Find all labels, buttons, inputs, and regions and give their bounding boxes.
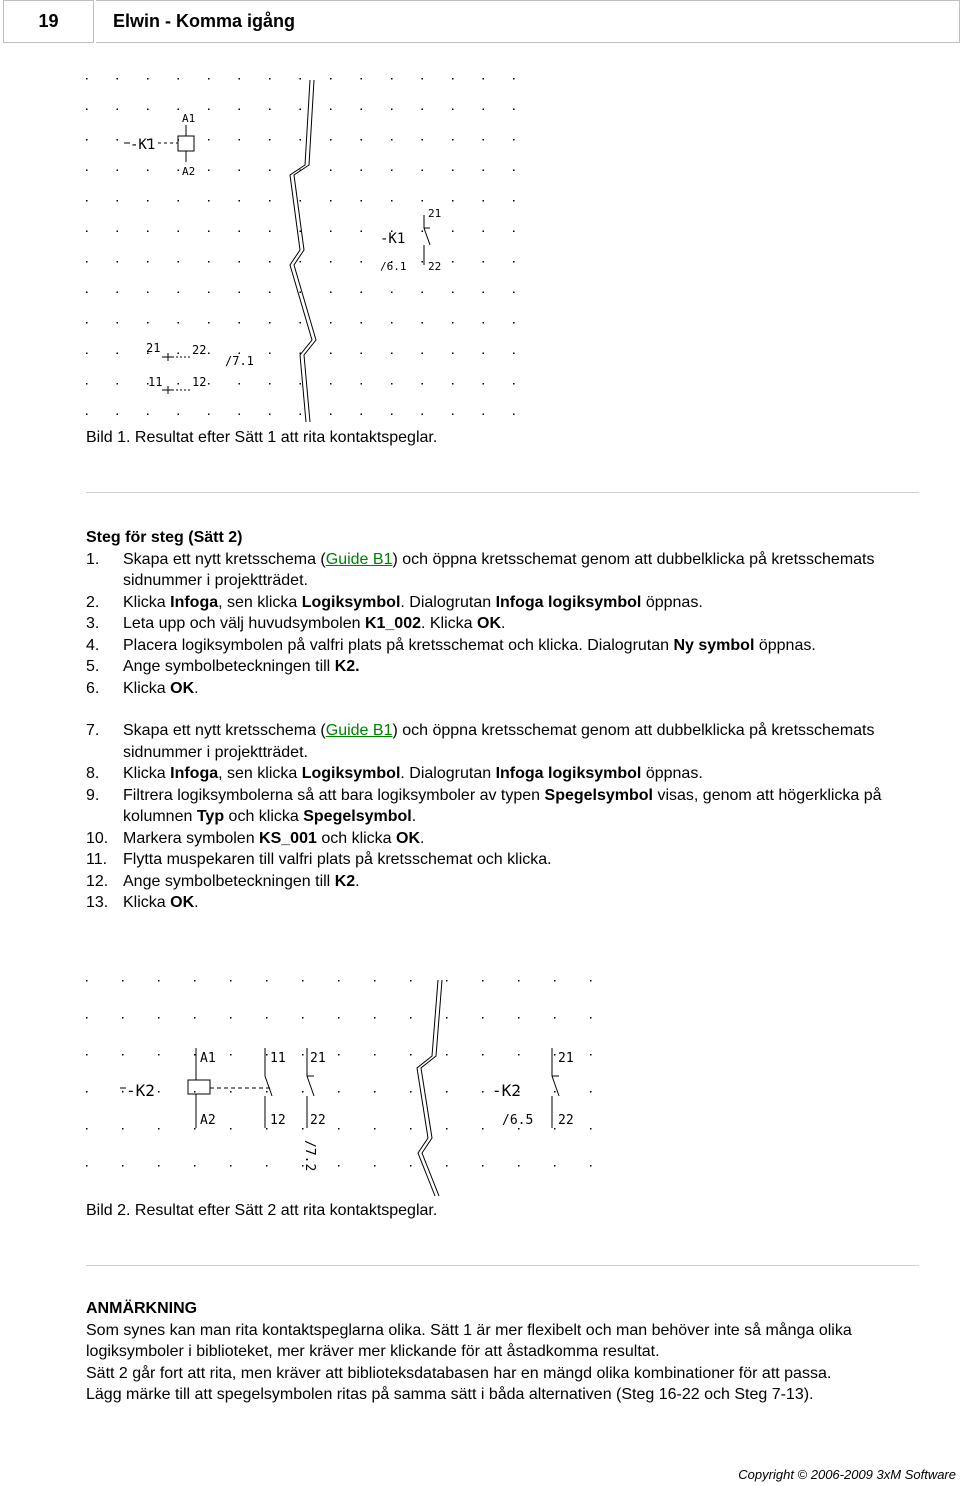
coil-a2: A2: [182, 165, 196, 178]
note-section: [86, 1298, 926, 1406]
contact-top: 21: [428, 207, 442, 220]
contact-label: -K1: [380, 231, 406, 247]
step-item: 3. Leta upp och välj huvudsymbolen K1_002. Klicka OK.: [86, 615, 506, 632]
contact-ref: /6.5: [502, 1113, 534, 1128]
coil-a2: A2: [200, 1113, 216, 1128]
coil-label: -K1: [130, 137, 156, 153]
coil-a1: A1: [182, 112, 196, 125]
coil-symbol: [188, 1080, 210, 1094]
step-item: 13. Klicka OK.: [86, 894, 199, 911]
step-item: 11. Flytta muspekaren till valfri plats på kretsschemat och klicka.: [86, 851, 552, 868]
page-number: 19: [3, 0, 94, 43]
contact-bottom: 22: [428, 260, 442, 273]
figure2-caption: Bild 2. Resultat efter Sätt 2 att rita kontaktspeglar.: [86, 1202, 438, 1219]
break-line: [294, 80, 316, 422]
break-line: [290, 80, 312, 422]
note-title: ANMÄRKNING: [86, 1300, 198, 1317]
coil-label: -K2: [126, 1081, 155, 1100]
break-line: [417, 980, 438, 1196]
step-item: 5. Ange symbolbeteckningen till K2.: [86, 658, 360, 675]
coil-symbol: [178, 136, 194, 151]
note-paragraph: Lägg märke till att spegelsymbolen ritas på samma sätt i båda alternativen (Steg 16-22 och Steg 7-13).: [86, 1386, 814, 1403]
contact-label: -K2: [492, 1081, 521, 1100]
mirror-row2-left: 11: [148, 375, 163, 389]
page-header: [0, 0, 960, 44]
mirror-row1-left: 21: [146, 341, 161, 355]
grid-dots: [86, 78, 515, 415]
contact2-top: 21: [310, 1051, 326, 1066]
step-item: 6. Klicka OK.: [86, 679, 199, 697]
mirror-row1-right: 22: [192, 343, 207, 357]
step-item: 2. Klicka Infoga, sen klicka Logiksymbol. Dialogrutan Infoga logiksymbol öppnas.: [86, 593, 703, 611]
step-item: 9. Filtrera logiksymbolerna så att bara logiksymboler av typen Spegelsymbol visas, genom att högerklicka på kolumnen Typ och klicka Spegelsymbol.: [86, 786, 882, 825]
guide-b1-link[interactable]: Guide B1: [325, 550, 393, 568]
contact-ref: /6.1: [380, 260, 407, 273]
figure2-schematic: [80, 968, 640, 1203]
step-item: 10. Markera symbolen KS_001 och klicka OK.: [86, 829, 425, 847]
contact-bottom: 22: [558, 1113, 574, 1128]
step-item: 12. Ange symbolbeteckningen till K2.: [86, 872, 360, 890]
step-item: 1. Skapa ett nytt kretsschema (Guide B1) och öppna kretsschemat genom att dubbelklicka på kretsschemats sidnummer i projektträdet.: [86, 550, 875, 589]
divider: [86, 492, 919, 493]
guide-b1-link[interactable]: Guide B1: [325, 722, 393, 739]
steps-section: [86, 527, 926, 914]
step-item: 7. Skapa ett nytt kretsschema (Guide B1) och öppna kretsschemat genom att dubbelklicka på kretsschemats sidnummer i projektträdet.: [86, 722, 875, 761]
contact1-top: 11: [270, 1051, 286, 1066]
note-paragraph: Sätt 2 går fort att rita, men kräver att biblioteksdatabasen har en mängd olika kombinationer för att passa.: [86, 1364, 832, 1382]
steps-title: Steg för steg (Sätt 2): [86, 529, 243, 546]
mirror-ref: /7.2: [302, 1140, 317, 1172]
copyright: Copyright © 2006-2009 3xM Software: [738, 1467, 956, 1482]
step-item: 4. Placera logiksymbolen på valfri plats på kretsschemat och klicka. Dialogrutan Ny symbol öppnas.: [86, 636, 816, 654]
grid-dots: [86, 980, 592, 1167]
break-line: [421, 980, 442, 1196]
coil-a1: A1: [200, 1051, 216, 1066]
contact1-bottom: 12: [270, 1113, 286, 1128]
note-paragraph: Som synes kan man rita kontaktspeglarna olika. Sätt 1 är mer flexibelt och man behöver inte så många olika logiksymboler i biblioteket, mer kräver mer klickande för att åstadkomma resultat.: [86, 1321, 852, 1360]
mirror-ref: /7.1: [225, 354, 254, 368]
figure1-schematic: [80, 70, 530, 430]
page-title: Elwin - Komma igång: [96, 0, 960, 43]
step-item: 8. Klicka Infoga, sen klicka Logiksymbol. Dialogrutan Infoga logiksymbol öppnas.: [86, 765, 703, 782]
contact2-bottom: 22: [310, 1113, 326, 1128]
figure1-caption: Bild 1. Resultat efter Sätt 1 att rita kontaktspeglar.: [86, 429, 438, 446]
contact-top: 21: [558, 1051, 574, 1066]
steps-list: [86, 549, 926, 914]
mirror-row2-right: 12: [192, 375, 207, 389]
divider: [86, 1265, 919, 1266]
